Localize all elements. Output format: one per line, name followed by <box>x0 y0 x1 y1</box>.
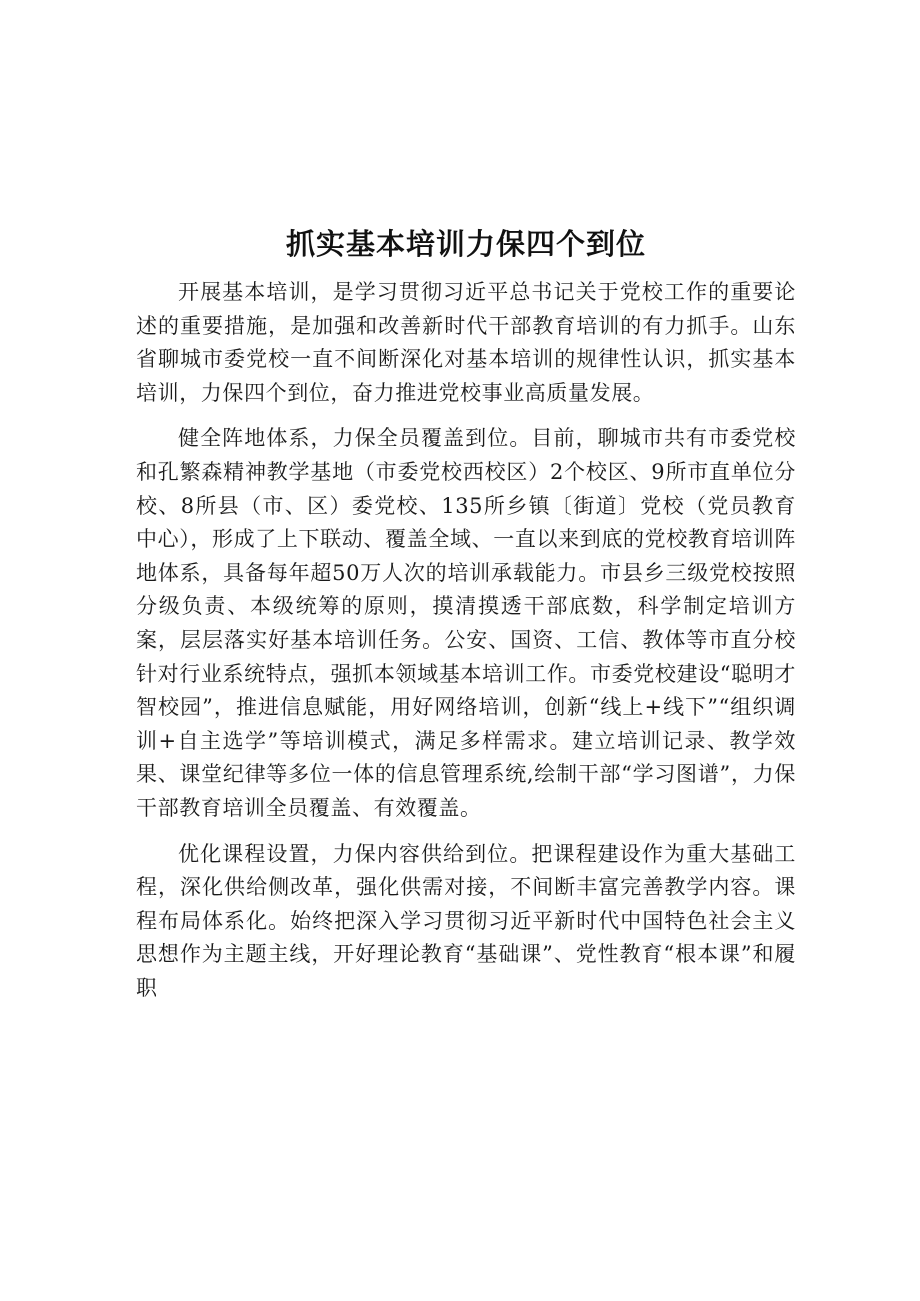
paragraph-position-system: 健全阵地体系，力保全员覆盖到位。目前，聊城市共有市委党校和孔繁森精神教学基地（市委党校西校区）2个校区、9所市直单位分校、8所县（市、区）委党校、135所乡镇〔街道〕党校（党员教育中心），形成了上下联动、覆盖全域、一直以来到底的党校教育培训阵地体系，具备每年超50万人次的培训承载能力。市县乡三级党校按照分级负责、本级统筹的原则，摸清摸透干部底数，科学制定培训方案，层层落实好基本培训任务。公安、国资、工信、教体等市直分校针对行业系统特点，强抓本领域基本培训工作。市委党校建设“聪明才智校园”，推进信息赋能，用好网络培训，创新“线上+线下”“组织调训+自主选学”等培训模式，满足多样需求。建立培训记录、教学效果、课堂纪律等多位一体的信息管理系统,绘制干部“学习图谱”，力保干部教育培训全员覆盖、有效覆盖。 <box>136 426 796 820</box>
document-title: 抓实基本培训力保四个到位 <box>285 227 646 261</box>
paragraph-course-setting: 优化课程设置，力保内容供给到位。把课程建设作为重大基础工程，深化供给侧改革，强化供需对接，不间断丰富完善教学内容。课程布局体系化。始终把深入学习贯彻习近平新时代中国特色社会主义思想作为主题主线，开好理论教育“基础课”、党性教育“根本课”和履职 <box>136 841 796 1000</box>
paragraph-intro: 开展基本培训，是学习贯彻习近平总书记关于党校工作的重要论述的重要措施，是加强和改善新时代干部教育培训的有力抓手。山东省聊城市委党校一直不间断深化对基本培训的规律性认识，抓实基本培训，力保四个到位，奋力推进党校事业高质量发展。 <box>136 280 796 405</box>
document-page <box>136 222 796 1017</box>
